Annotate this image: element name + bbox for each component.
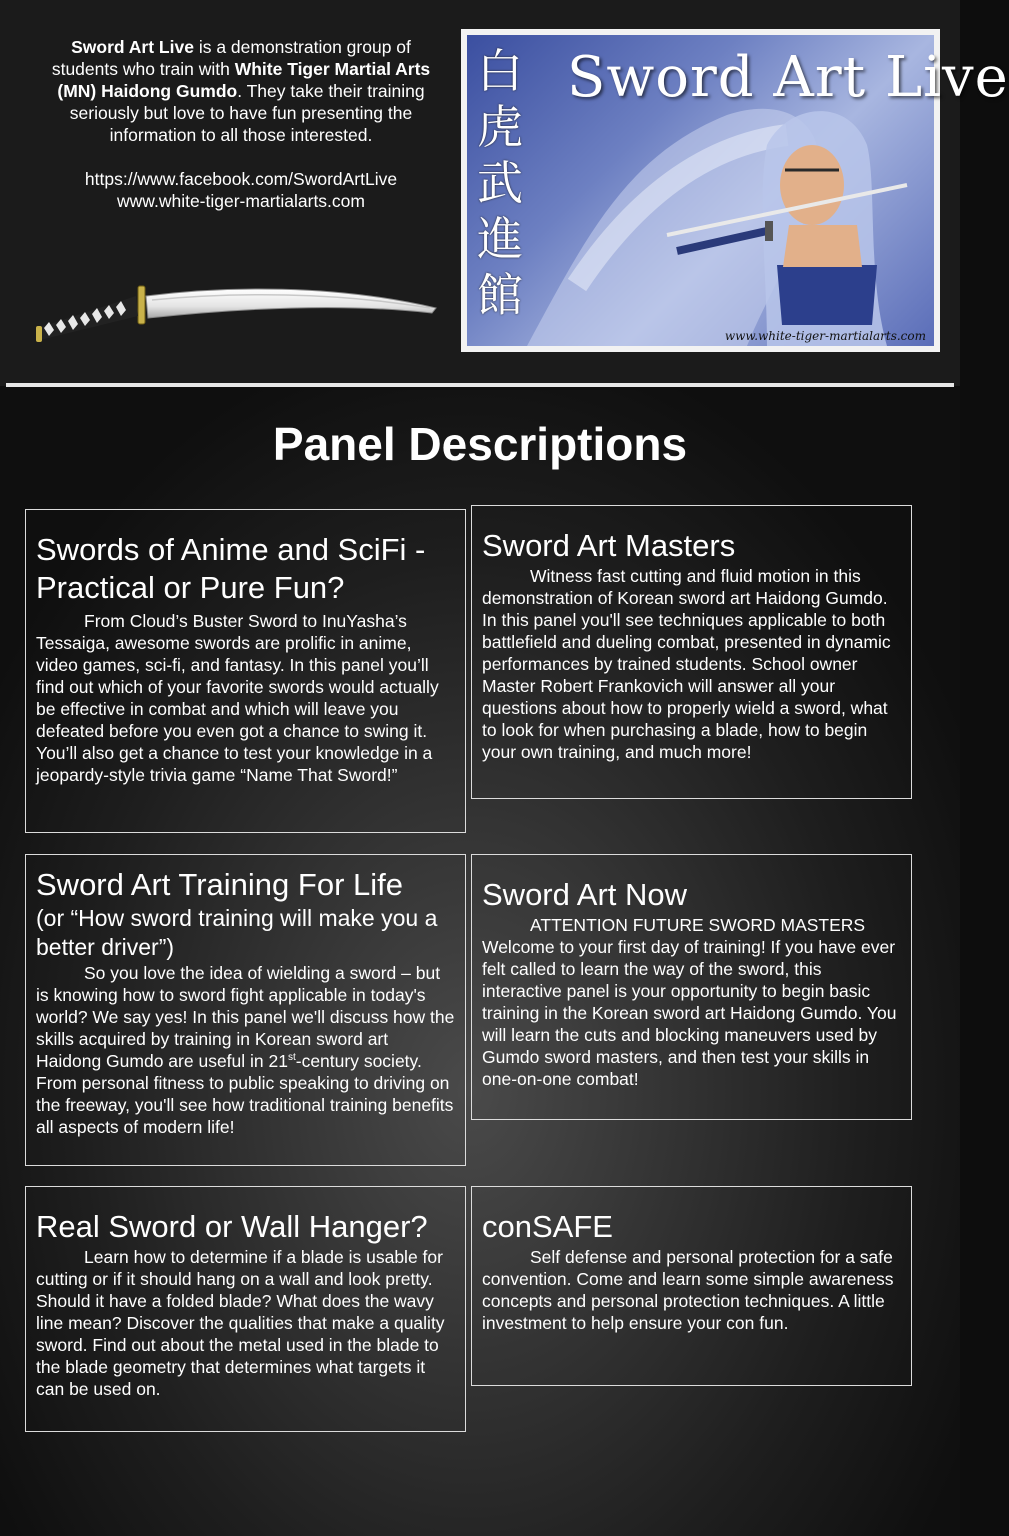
panel-description: From Cloud’s Buster Sword to InuYasha’s Tessaiga, awesome swords are prolific in anime, video games, sci-fi, and fantasy. In this panel you’ll find out which of your favorite swords would actually be effective in combat and which will leave you defeated before you even got a chance to swing it. You’ll also get a chance to test your knowledge in a jeopardy-style trivia game “Name That Sword!” <box>36 611 439 785</box>
kanji-column: 白 虎 武 進 館 <box>477 44 523 322</box>
panel-description: Learn how to determine if a blade is usable for cutting or if it should hang on a wall and look pretty. Should it have a folded blade? What does the wavy line mean? Discover the qualities that make a quality sword. Find out about the metal used in the blade to the blade geometry that determines what targets it can be used on. <box>36 1247 445 1399</box>
panel-title: Real Sword or Wall Hanger? <box>36 1209 428 1244</box>
panel-card <box>25 854 466 1166</box>
panel-description: So you love the idea of wielding a sword – but is knowing how to sword fight applicable in today's world? We say yes! In this panel we'll discuss how the skills acquired by training in Korean sword art Haidong Gumdo are useful in 21st-century society. From personal fitness to public speaking to driving on the freeway, you'll see how traditional training benefits all aspects of modern life! <box>36 963 455 1137</box>
banner-title: Sword Art Live <box>567 45 1009 110</box>
panel-title: Sword Art Now <box>482 877 688 912</box>
banner-url: www.white-tiger-martialarts.com <box>724 329 926 343</box>
panel-title: conSAFE <box>482 1209 613 1244</box>
intro-links <box>46 168 436 212</box>
facebook-link[interactable]: https://www.facebook.com/SwordArtLive <box>84 169 398 189</box>
intro-text <box>46 36 436 212</box>
panel-title: Sword Art Masters <box>482 528 736 563</box>
panel-description: Welcome to your first day of training! If you have ever felt called to learn the way of the sword, this interactive panel is your opportunity to begin basic training in the Korean sword art Haidong Gumdo. You will learn the cuts and blocking maneuvers used by Gumdo sword masters, and then test your skills in one-on-one combat! <box>482 937 897 1089</box>
panel-title: Sword Art Training For Life <box>36 867 403 902</box>
panel-card <box>471 854 912 1120</box>
page-title: Panel Descriptions <box>272 418 688 470</box>
katana-icon <box>34 280 438 344</box>
school-name: White Tiger Martial Arts (MN) Haidong Gumdo <box>57 59 431 101</box>
panel-subtitle: (or “How sword training will make you a better driver”) <box>36 905 438 960</box>
panel-card <box>25 509 466 833</box>
intro-paragraph: Sword Art Live is a demonstration group of students who train with White Tiger Martial Arts (MN) Haidong Gumdo. They take their training seriously but love to have fun presenting the information to all those interested. <box>51 37 431 145</box>
panel-title: Swords of Anime and SciFi - Practical or Pure Fun? <box>36 532 426 605</box>
panel-description: Witness fast cutting and fluid motion in this demonstration of Korean sword art Haidong Gumdo. In this panel you'll see techniques applicable to both battlefield and dueling combat, presented in dynamic performances by trained students. School owner Master Robert Frankovich will answer all your questions about how to properly wield a sword, what to look for when purchasing a blade, how to begin your own training, and much more! <box>482 566 891 762</box>
brand-name: Sword Art Live <box>71 37 194 57</box>
panel-lead: ATTENTION FUTURE SWORD MASTERS <box>530 915 866 935</box>
panel-description: Self defense and personal protection for a safe convention. Come and learn some simple awareness concepts and personal protection techniques. A little investment to help ensure your con fun. <box>482 1247 894 1333</box>
panel-card <box>471 1186 912 1386</box>
panel-card <box>25 1186 466 1432</box>
website-link[interactable]: www.white-tiger-martialarts.com <box>117 191 365 211</box>
section-divider <box>6 383 954 387</box>
banner-image <box>461 29 1009 352</box>
panel-card <box>471 505 912 799</box>
